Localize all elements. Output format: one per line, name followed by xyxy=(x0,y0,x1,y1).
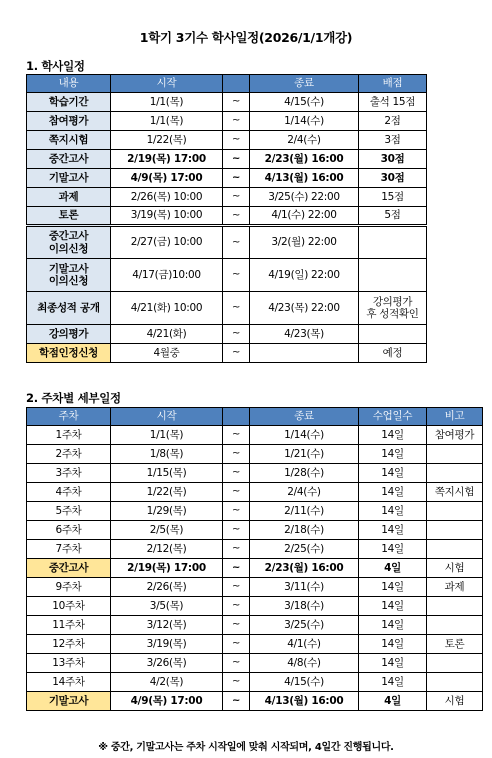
class-days: 14일 xyxy=(359,464,427,483)
remark: 시험 xyxy=(427,559,483,578)
table-row xyxy=(27,93,427,112)
weekly-schedule-table xyxy=(26,407,483,711)
range-separator: ~ xyxy=(223,226,250,259)
end-date: 4/15(수) xyxy=(250,673,359,692)
range-separator: ~ xyxy=(223,521,250,540)
end-date: 4/23(목) xyxy=(250,325,359,344)
class-days: 14일 xyxy=(359,521,427,540)
week-label: 6주차 xyxy=(27,521,111,540)
table-row xyxy=(27,597,483,616)
range-separator: ~ xyxy=(223,445,250,464)
row-label: 최종성적 공개 xyxy=(27,292,111,325)
header-score: 배점 xyxy=(359,75,427,93)
start-date: 4/17(금)10:00 xyxy=(111,259,223,292)
remark: 쪽지시험 xyxy=(427,483,483,502)
end-date: 1/28(수) xyxy=(250,464,359,483)
range-separator: ~ xyxy=(223,578,250,597)
table-row xyxy=(27,344,427,363)
header-start: 시작 xyxy=(111,75,223,93)
remark: 참여평가 xyxy=(427,426,483,445)
range-separator: ~ xyxy=(223,169,250,188)
remark xyxy=(427,616,483,635)
class-days: 14일 xyxy=(359,540,427,559)
row-label: 기말고사 이의신청 xyxy=(27,259,111,292)
header-start: 시작 xyxy=(111,408,223,426)
start-date: 4/2(목) xyxy=(111,673,223,692)
header-week: 주차 xyxy=(27,408,111,426)
end-date: 4/1(수) xyxy=(250,635,359,654)
header-separator xyxy=(223,75,250,93)
range-separator: ~ xyxy=(223,259,250,292)
score xyxy=(359,259,427,292)
end-date: 4/13(월) 16:00 xyxy=(250,692,359,711)
range-separator: ~ xyxy=(223,112,250,131)
remark xyxy=(427,597,483,616)
end-date: 3/25(수) xyxy=(250,616,359,635)
end-date: 1/21(수) xyxy=(250,445,359,464)
table-row xyxy=(27,578,483,597)
range-separator: ~ xyxy=(223,616,250,635)
start-date: 2/27(금) 10:00 xyxy=(111,226,223,259)
remark: 과제 xyxy=(427,578,483,597)
end-date: 4/23(목) 22:00 xyxy=(250,292,359,325)
score: 15점 xyxy=(359,188,427,207)
start-date: 3/12(목) xyxy=(111,616,223,635)
remark xyxy=(427,502,483,521)
start-date: 4/21(화) xyxy=(111,325,223,344)
class-days: 14일 xyxy=(359,426,427,445)
range-separator: ~ xyxy=(223,93,250,112)
end-date: 3/18(수) xyxy=(250,597,359,616)
start-date: 4/9(목) 17:00 xyxy=(111,169,223,188)
end-date: 3/11(수) xyxy=(250,578,359,597)
section2-heading: 2. 주차별 세부일정 xyxy=(26,391,121,405)
start-date: 3/19(목) xyxy=(111,635,223,654)
class-days: 14일 xyxy=(359,502,427,521)
start-date: 1/1(목) xyxy=(111,112,223,131)
start-date: 1/22(목) xyxy=(111,483,223,502)
table-row xyxy=(27,426,483,445)
table-row xyxy=(27,635,483,654)
range-separator: ~ xyxy=(223,673,250,692)
start-date: 2/19(목) 17:00 xyxy=(111,559,223,578)
week-label: 4주차 xyxy=(27,483,111,502)
start-date: 1/1(목) xyxy=(111,93,223,112)
remark xyxy=(427,521,483,540)
start-date: 4월중 xyxy=(111,344,223,363)
range-separator: ~ xyxy=(223,131,250,150)
table-row xyxy=(27,521,483,540)
start-date: 1/8(목) xyxy=(111,445,223,464)
end-date: 2/18(수) xyxy=(250,521,359,540)
table-row xyxy=(27,654,483,673)
start-date: 2/19(목) 17:00 xyxy=(111,150,223,169)
start-date: 2/5(목) xyxy=(111,521,223,540)
remark xyxy=(427,673,483,692)
end-date: 3/2(월) 22:00 xyxy=(250,226,359,259)
week-label: 1주차 xyxy=(27,426,111,445)
score: 예정 xyxy=(359,344,427,363)
score xyxy=(359,325,427,344)
row-label: 학점인정신청 xyxy=(27,344,111,363)
table-row xyxy=(27,692,483,711)
week-label: 12주차 xyxy=(27,635,111,654)
table-row xyxy=(27,325,427,344)
remark xyxy=(427,445,483,464)
week-label: 기말고사 xyxy=(27,692,111,711)
row-label: 쪽지시험 xyxy=(27,131,111,150)
week-label: 3주차 xyxy=(27,464,111,483)
range-separator: ~ xyxy=(223,559,250,578)
class-days: 14일 xyxy=(359,578,427,597)
score: 30점 xyxy=(359,169,427,188)
end-date: 2/23(월) 16:00 xyxy=(250,559,359,578)
start-date: 3/5(목) xyxy=(111,597,223,616)
header-end: 종료 xyxy=(250,75,359,93)
start-date: 1/15(목) xyxy=(111,464,223,483)
range-separator: ~ xyxy=(223,597,250,616)
end-date: 2/23(월) 16:00 xyxy=(250,150,359,169)
start-date: 3/19(목) 10:00 xyxy=(111,207,223,226)
table-row xyxy=(27,502,483,521)
end-date: 4/19(일) 22:00 xyxy=(250,259,359,292)
row-label: 중간고사 이의신청 xyxy=(27,226,111,259)
range-separator: ~ xyxy=(223,540,250,559)
start-date: 2/12(목) xyxy=(111,540,223,559)
end-date: 2/4(수) xyxy=(250,483,359,502)
table-row xyxy=(27,464,483,483)
table-row xyxy=(27,292,427,325)
range-separator: ~ xyxy=(223,464,250,483)
range-separator: ~ xyxy=(223,207,250,226)
start-date: 2/26(목) 10:00 xyxy=(111,188,223,207)
start-date: 1/1(목) xyxy=(111,426,223,445)
start-date: 2/26(목) xyxy=(111,578,223,597)
end-date: 4/13(월) 16:00 xyxy=(250,169,359,188)
remark xyxy=(427,540,483,559)
remark: 토론 xyxy=(427,635,483,654)
header-remarks: 비고 xyxy=(427,408,483,426)
week-label: 7주차 xyxy=(27,540,111,559)
class-days: 14일 xyxy=(359,483,427,502)
range-separator: ~ xyxy=(223,188,250,207)
table-row xyxy=(27,112,427,131)
class-days: 4일 xyxy=(359,692,427,711)
row-label: 기말고사 xyxy=(27,169,111,188)
table-row xyxy=(27,169,427,188)
score xyxy=(359,226,427,259)
end-date: 4/8(수) xyxy=(250,654,359,673)
week-label: 9주차 xyxy=(27,578,111,597)
row-label: 토론 xyxy=(27,207,111,226)
week-label: 11주차 xyxy=(27,616,111,635)
score: 강의평가 후 성적확인 xyxy=(359,292,427,325)
table-row xyxy=(27,131,427,150)
table-row xyxy=(27,445,483,464)
range-separator: ~ xyxy=(223,692,250,711)
class-days: 14일 xyxy=(359,597,427,616)
row-label: 중간고사 xyxy=(27,150,111,169)
start-date: 3/26(목) xyxy=(111,654,223,673)
range-separator: ~ xyxy=(223,325,250,344)
score: 2점 xyxy=(359,112,427,131)
end-date: 2/11(수) xyxy=(250,502,359,521)
page-title: 1학기 3기수 학사일정(2026/1/1개강) xyxy=(139,30,353,45)
header-class-days: 수업일수 xyxy=(359,408,427,426)
remark xyxy=(427,464,483,483)
range-separator: ~ xyxy=(223,344,250,363)
week-label: 10주차 xyxy=(27,597,111,616)
row-label: 학습기간 xyxy=(27,93,111,112)
week-label: 14주차 xyxy=(27,673,111,692)
section1-heading: 1. 학사일정 xyxy=(26,59,85,73)
table-row xyxy=(27,207,427,226)
end-date: 3/25(수) 22:00 xyxy=(250,188,359,207)
range-separator: ~ xyxy=(223,654,250,673)
header-separator xyxy=(223,408,250,426)
table-row xyxy=(27,150,427,169)
table-row xyxy=(27,259,427,292)
remark: 시험 xyxy=(427,692,483,711)
class-days: 4일 xyxy=(359,559,427,578)
class-days: 14일 xyxy=(359,445,427,464)
range-separator: ~ xyxy=(223,150,250,169)
week-label: 2주차 xyxy=(27,445,111,464)
end-date: 1/14(수) xyxy=(250,426,359,445)
row-label: 강의평가 xyxy=(27,325,111,344)
class-days: 14일 xyxy=(359,635,427,654)
range-separator: ~ xyxy=(223,426,250,445)
range-separator: ~ xyxy=(223,502,250,521)
score: 30점 xyxy=(359,150,427,169)
score: 3점 xyxy=(359,131,427,150)
table-row xyxy=(27,616,483,635)
end-date: 4/1(수) 22:00 xyxy=(250,207,359,226)
footnote: ※ 중간, 기말고사는 주차 시작일에 맞춰 시작되며, 4일간 진행됩니다. xyxy=(98,742,394,753)
remark xyxy=(427,654,483,673)
range-separator: ~ xyxy=(223,635,250,654)
range-separator: ~ xyxy=(223,292,250,325)
header-end: 종료 xyxy=(250,408,359,426)
table-row xyxy=(27,226,427,259)
table-row xyxy=(27,188,427,207)
academic-schedule-table xyxy=(26,74,427,363)
end-date: 2/4(수) xyxy=(250,131,359,150)
score: 5점 xyxy=(359,207,427,226)
end-date: 1/14(수) xyxy=(250,112,359,131)
row-label: 참여평가 xyxy=(27,112,111,131)
table-row xyxy=(27,559,483,578)
start-date: 1/22(목) xyxy=(111,131,223,150)
week-label: 중간고사 xyxy=(27,559,111,578)
table-row xyxy=(27,540,483,559)
class-days: 14일 xyxy=(359,673,427,692)
week-label: 5주차 xyxy=(27,502,111,521)
range-separator: ~ xyxy=(223,483,250,502)
start-date: 4/9(목) 17:00 xyxy=(111,692,223,711)
week-label: 13주차 xyxy=(27,654,111,673)
end-date: 2/25(수) xyxy=(250,540,359,559)
header-content: 내용 xyxy=(27,75,111,93)
row-label: 과제 xyxy=(27,188,111,207)
table-row xyxy=(27,673,483,692)
class-days: 14일 xyxy=(359,654,427,673)
class-days: 14일 xyxy=(359,616,427,635)
end-date: 4/15(수) xyxy=(250,93,359,112)
end-date xyxy=(250,344,359,363)
table-row xyxy=(27,483,483,502)
start-date: 1/29(목) xyxy=(111,502,223,521)
score: 출석 15점 xyxy=(359,93,427,112)
start-date: 4/21(화) 10:00 xyxy=(111,292,223,325)
